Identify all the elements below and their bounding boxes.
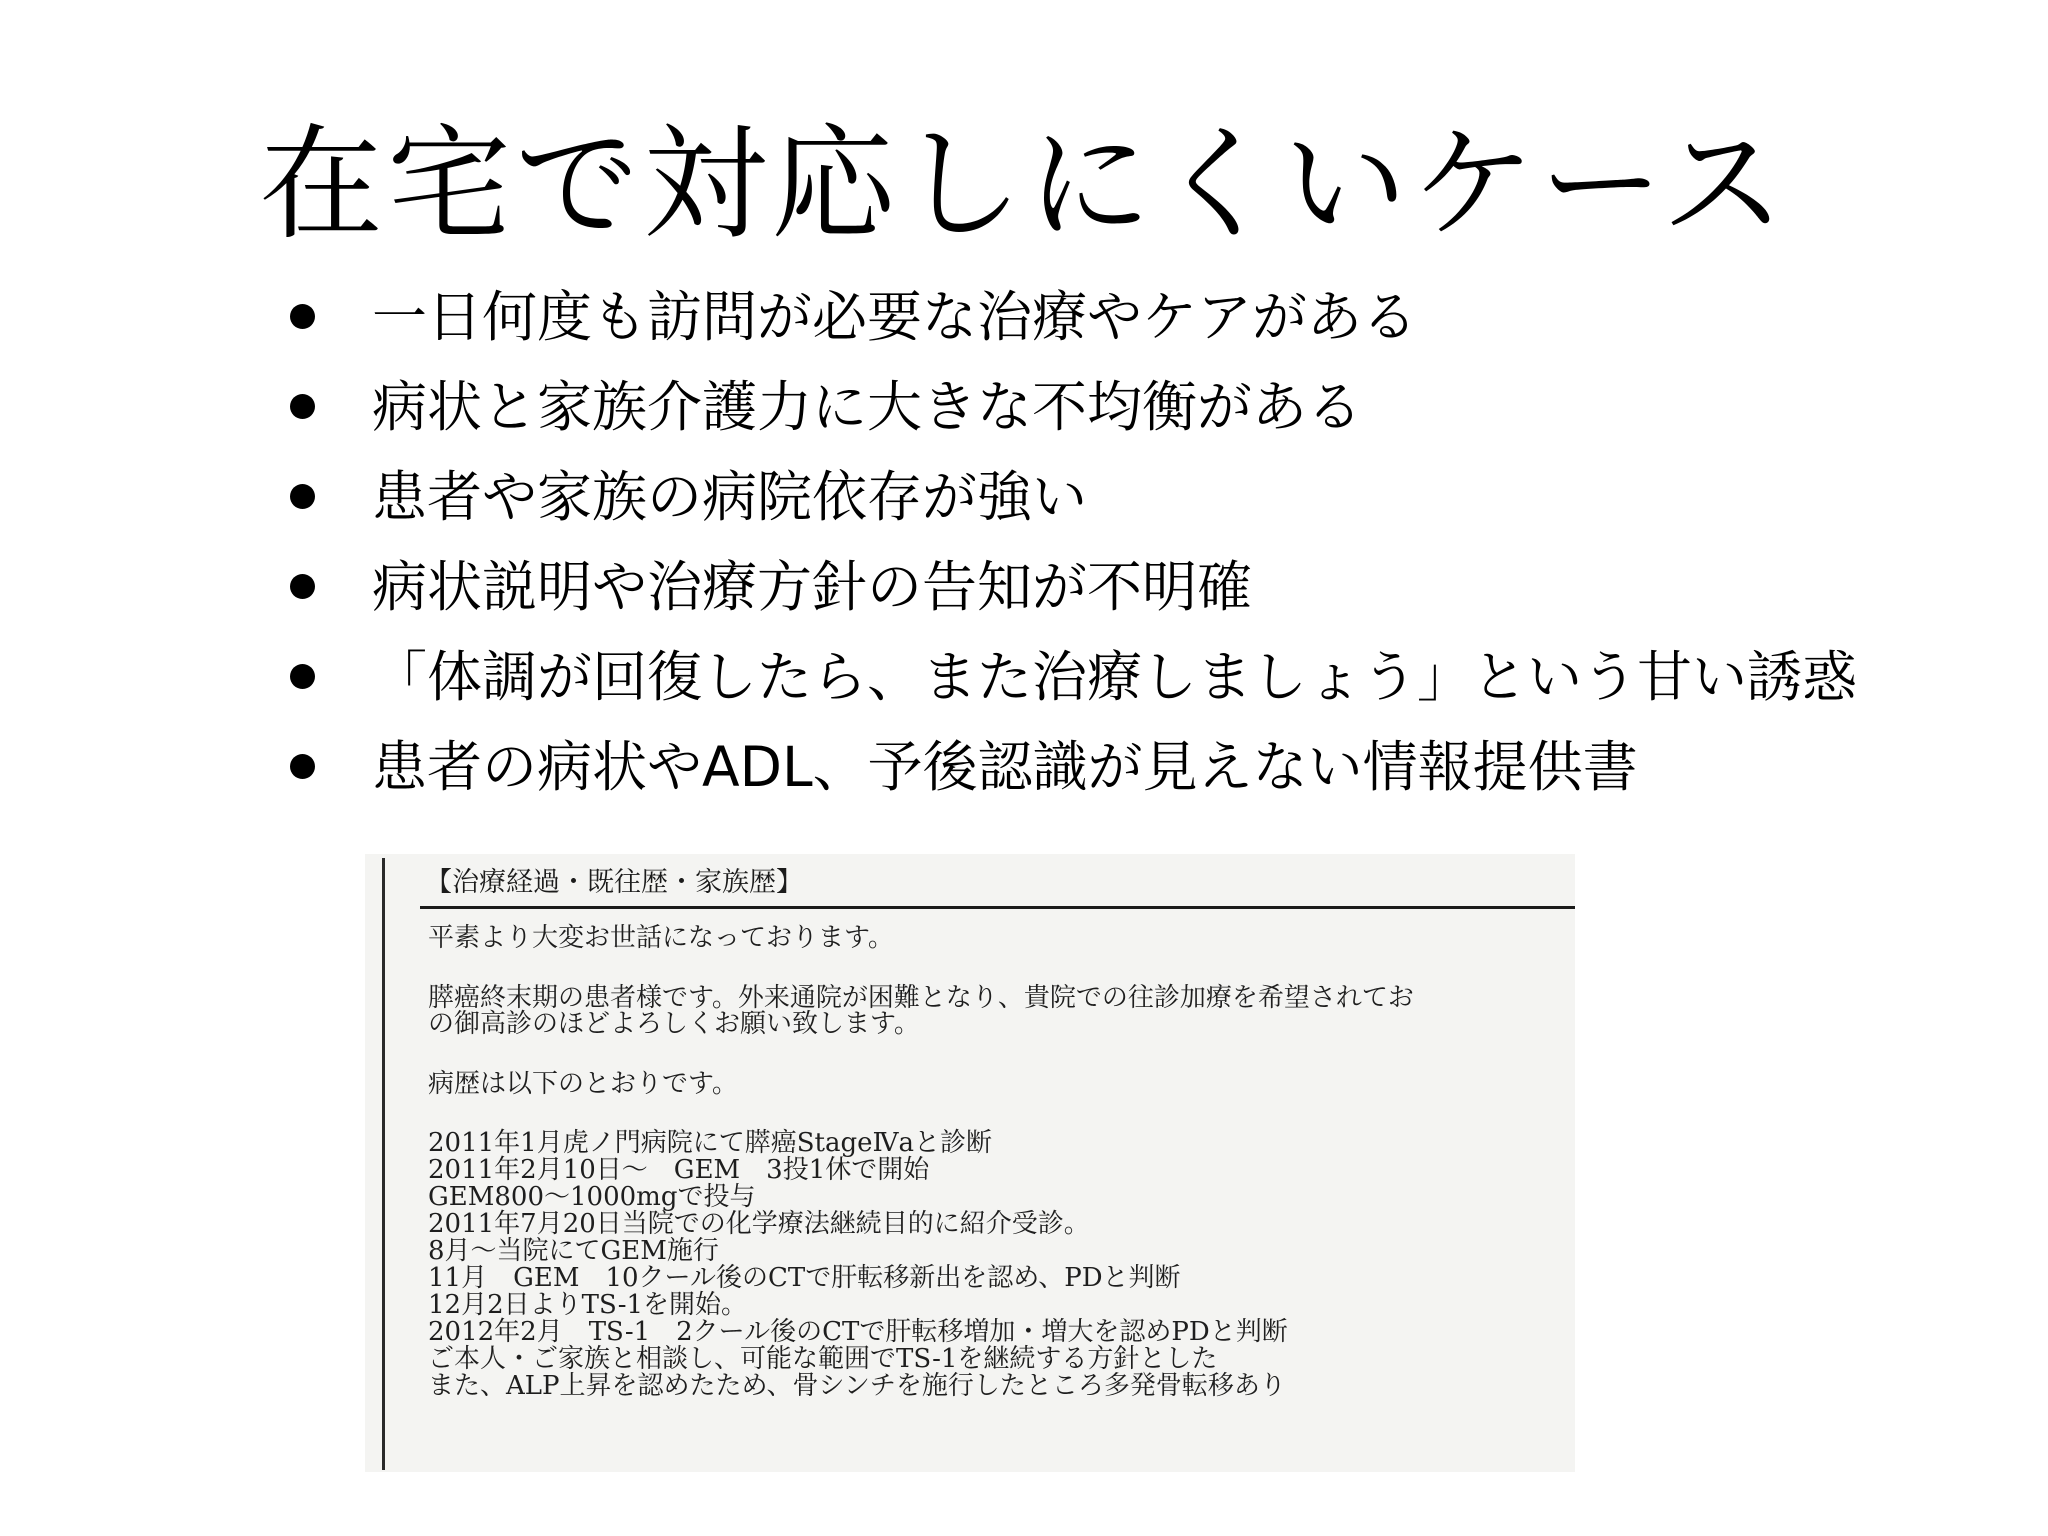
bullet-text: 患者や家族の病院依存が強い: [372, 465, 1088, 529]
document-line: 12月2日よりTS-1を開始。: [428, 1290, 748, 1320]
bullet-dot-icon: [290, 664, 315, 689]
document-line: 2011年7月20日当院での化学療法継続目的に紹介受診。: [428, 1209, 1090, 1239]
document-header: 【治療経過・既往歴・家族歴】: [425, 867, 803, 898]
slide-title: 在宅で対応しにくいケース: [259, 113, 1789, 257]
bullet-text: 病状と家族介護力に大きな不均衡がある: [372, 375, 1363, 439]
document-line: 平素より大変お世話になっております。: [428, 923, 894, 953]
document-line: また、ALP上昇を認めたため、骨シンチを施行したところ多発骨転移あり: [428, 1371, 1286, 1401]
bullet-dot-icon: [290, 304, 315, 329]
document-line: 11月 GEM 10クール後のCTで肝転移新出を認め、PDと判断: [428, 1263, 1181, 1293]
bullet-dot-icon: [290, 394, 315, 419]
document-line: 2011年2月10日～ GEM 3投1休で開始: [428, 1155, 930, 1185]
document-line: 膵癌終末期の患者様です。外来通院が困難となり、貴院での往診加療を希望されてお: [428, 983, 1414, 1013]
bullet-text: 「体調が回復したら、また治療しましょう」という甘い誘惑: [372, 645, 1858, 709]
document-line: ご本人・ご家族と相談し、可能な範囲でTS-1を継続する方針とした: [428, 1344, 1218, 1374]
referral-letter-image: [365, 854, 1575, 1472]
bullet-dot-icon: [290, 574, 315, 599]
document-header-divider: [420, 906, 1575, 909]
document-line: 2011年1月虎ノ門病院にて膵癌StageⅣaと診断: [428, 1128, 992, 1158]
bullet-dot-icon: [290, 484, 315, 509]
bullet-dot-icon: [290, 754, 315, 779]
bullet-text: 病状説明や治療方針の告知が不明確: [372, 555, 1253, 619]
document-left-rule: [382, 858, 385, 1470]
document-line: 病歴は以下のとおりです。: [428, 1069, 738, 1099]
document-line: 8月～当院にてGEM施行: [428, 1236, 719, 1266]
document-line: GEM800～1000mgで投与: [428, 1182, 756, 1212]
document-line: 2012年2月 TS-1 2クール後のCTで肝転移増加・増大を認めPDと判断: [428, 1317, 1288, 1347]
bullet-text: 患者の病状やADL、予後認識が見えない情報提供書: [372, 735, 1638, 799]
document-line: の御高診のほどよろしくお願い致します。: [428, 1009, 920, 1039]
bullet-text: 一日何度も訪問が必要な治療やケアがある: [372, 285, 1418, 349]
